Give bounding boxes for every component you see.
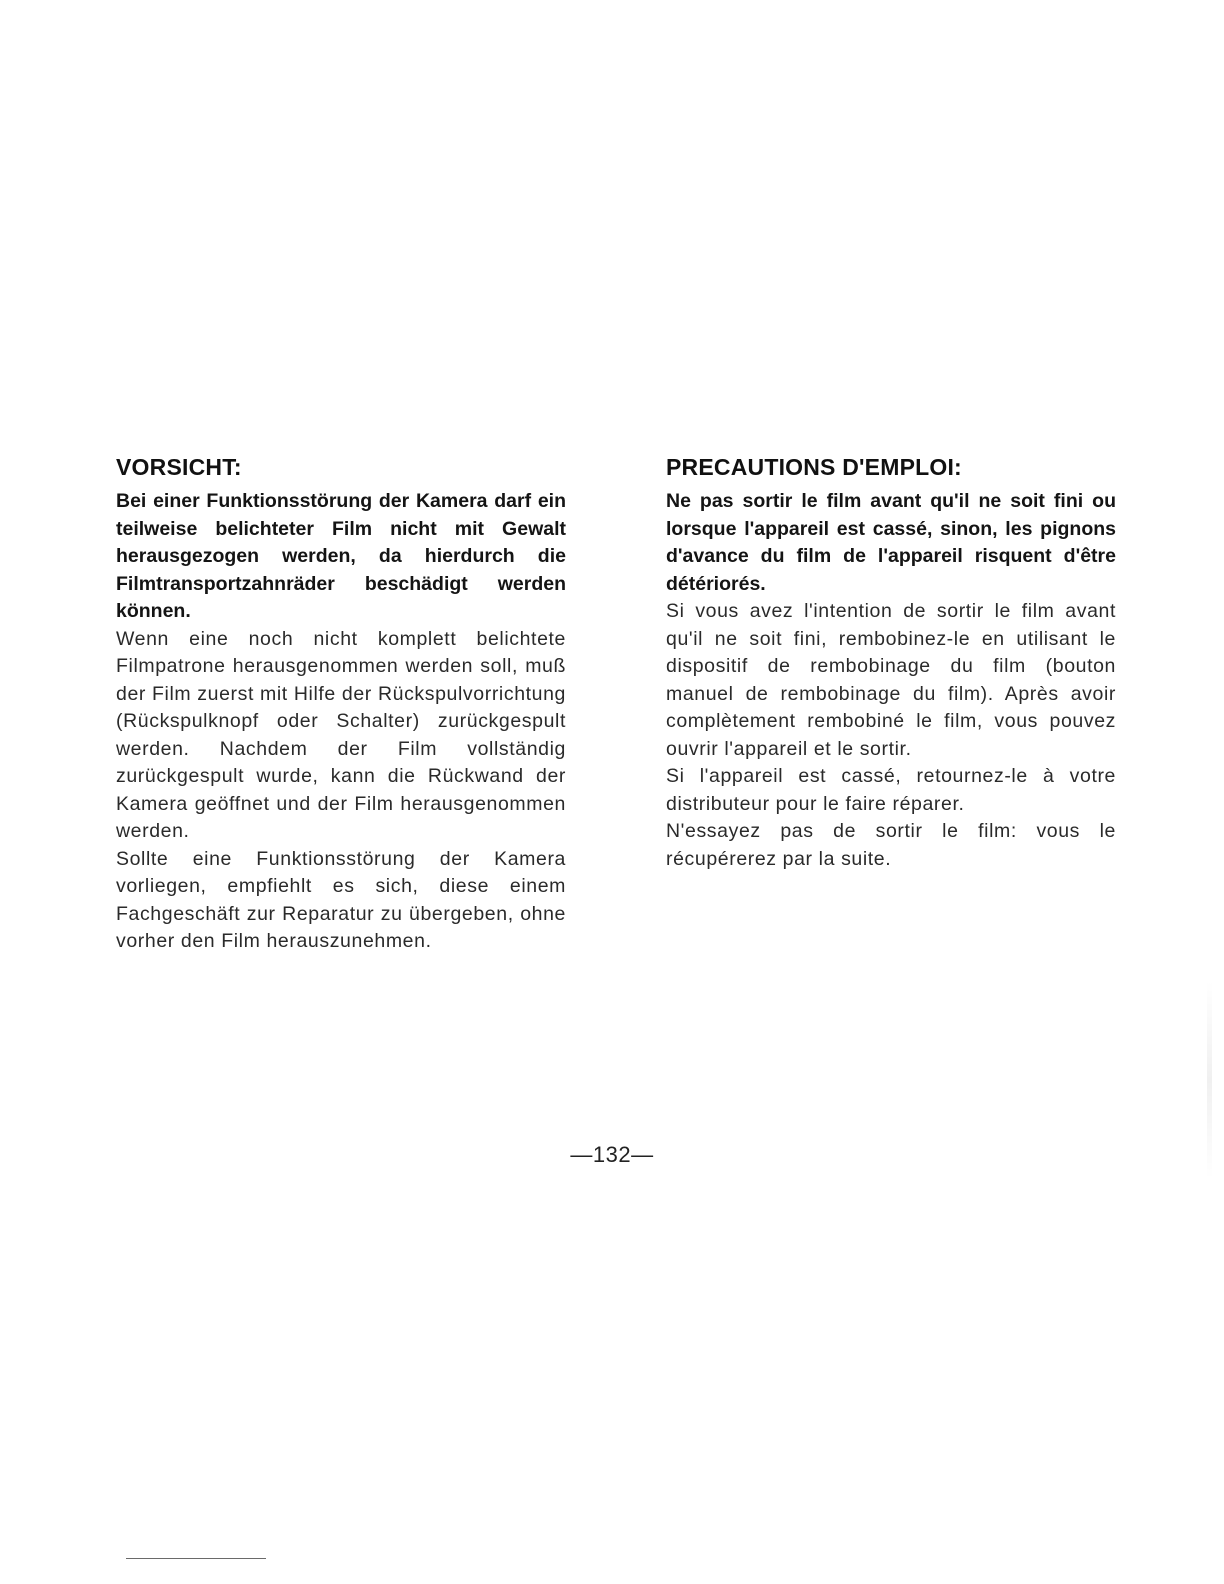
german-warning: Bei einer Funktionsstörung der Kamera darf ein teilweise belichteter Film nicht mit Gewalt herausgezogen werden, da hierdurch die Filmtransportzahnräder beschädigt werden können.	[116, 490, 566, 622]
french-paragraph-rewind: Si vous avez l'intention de sortir le film avant qu'il ne soit fini, rembobinez-le en utilisant le dispositif de rembobinage du film (bouton manuel de rembobinage du film). Après avoir complètement rembobiné le film, vous pouvez ouvrir l'appareil et le sortir.	[666, 600, 1116, 760]
scan-edge-shadow	[1207, 980, 1212, 1180]
french-heading: PRECAUTIONS D'EMPLOI:	[666, 454, 962, 480]
page-number: —132—	[570, 1142, 654, 1167]
french-paragraph-repair: Si l'appareil est cassé, retournez-le à votre distributeur pour le faire réparer.	[666, 765, 1116, 815]
footer-divider	[126, 1558, 266, 1559]
french-paragraph-recover: N'essayez pas de sortir le film: vous le récupérerez par la suite.	[666, 820, 1116, 870]
french-warning: Ne pas sortir le film avant qu'il ne soit fini ou lorsque l'appareil est cassé, sinon, les pignons d'avance du film de l'appareil risquent d'être détériorés.	[666, 490, 1116, 595]
german-paragraph-repair: Sollte eine Funktionsstörung der Kamera vorliegen, empfiehlt es sich, diese einem Fachgeschäft zur Reparatur zu übergeben, ohne vorher den Film herauszunehmen.	[116, 847, 566, 952]
german-heading: VORSICHT:	[116, 454, 242, 480]
german-section	[116, 452, 566, 956]
french-section	[666, 452, 1116, 873]
german-paragraph-rewind: Wenn eine noch nicht komplett belichtete Filmpatrone herausgenommen werden soll, muß der Film zuerst mit Hilfe der Rückspulvorrichtung (Rückspulknopf oder Schalter) zurückgespult werden. Nachdem der Film vollständig zurückgespult wurde, kann die Rückwand der Kamera geöffnet und der Film herausgenommen werden.	[116, 627, 566, 842]
